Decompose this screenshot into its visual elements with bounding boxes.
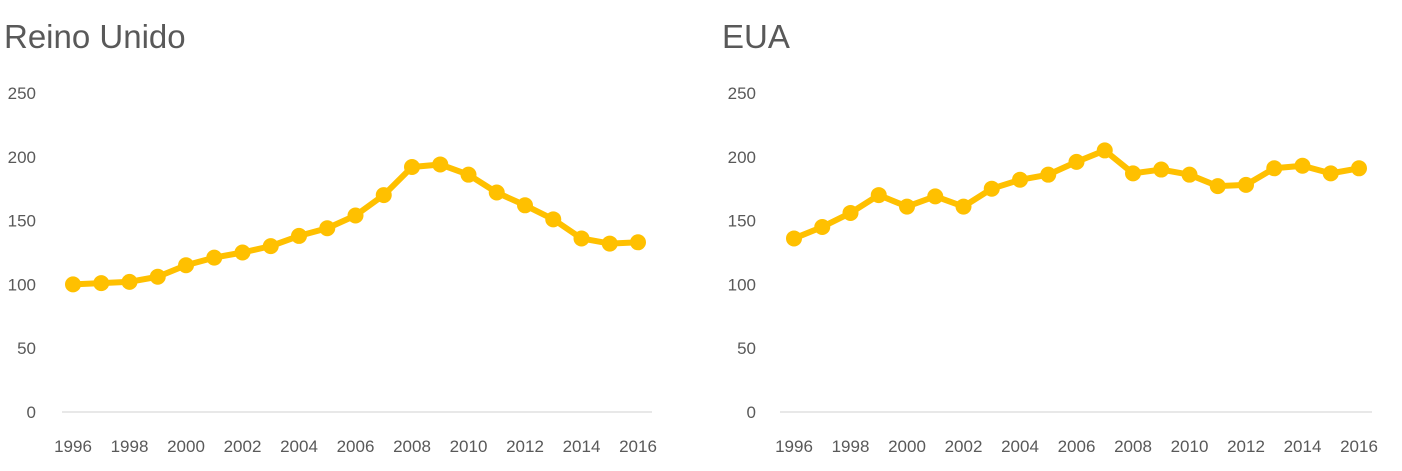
x-tick-label: 2008 (1114, 437, 1152, 456)
data-point (404, 159, 420, 175)
y-tick-label: 250 (7, 84, 36, 103)
x-tick-label: 2006 (336, 437, 375, 456)
data-point (93, 275, 109, 291)
data-point (1295, 158, 1311, 174)
data-point (178, 257, 194, 273)
x-tick-label: 2010 (449, 437, 488, 456)
x-tick-label: 2006 (1057, 437, 1096, 456)
x-tick-label: 2016 (1340, 437, 1378, 456)
y-tick-label: 100 (7, 275, 36, 295)
data-point (432, 156, 448, 172)
y-tick-label: 250 (727, 84, 756, 103)
y-tick-label: 0 (26, 403, 36, 422)
y-tick-label: 0 (746, 403, 756, 422)
chart-panel-reino-unido (0, 0, 680, 471)
data-point (814, 219, 830, 235)
x-tick-label: 2000 (888, 437, 926, 456)
x-tick-label: 2000 (167, 437, 205, 456)
data-point (461, 167, 477, 183)
data-point (871, 187, 887, 203)
x-tick-label: 2002 (223, 437, 262, 456)
chart-plot-eua (700, 0, 1400, 471)
x-tick-label: 2012 (506, 437, 544, 456)
data-point (1351, 160, 1367, 176)
data-point (319, 220, 335, 236)
data-point (956, 199, 972, 215)
data-point (1040, 167, 1056, 183)
x-tick-label: 1996 (54, 437, 92, 456)
x-tick-label: 2004 (1001, 437, 1039, 456)
data-point (65, 276, 81, 292)
data-point (1266, 160, 1282, 176)
x-tick-label: 2016 (619, 437, 657, 456)
x-tick-label: 1998 (110, 437, 149, 456)
data-point (206, 250, 222, 266)
data-point (1153, 162, 1169, 178)
data-point (517, 197, 533, 213)
data-point (1012, 172, 1028, 188)
y-tick-label: 100 (727, 275, 756, 295)
data-point (348, 207, 364, 223)
data-point (899, 199, 915, 215)
data-point (235, 245, 251, 261)
y-tick-label: 150 (7, 211, 36, 231)
data-point (1210, 178, 1226, 194)
data-point (1182, 167, 1198, 183)
data-point (984, 181, 1000, 197)
x-tick-label: 2008 (393, 437, 431, 456)
data-point (376, 187, 392, 203)
data-point (545, 211, 561, 227)
x-tick-label: 2012 (1227, 437, 1265, 456)
y-tick-label: 50 (17, 339, 36, 359)
chart-title: Reino Unido (4, 18, 186, 55)
x-tick-label: 2014 (1283, 437, 1322, 456)
y-tick-label: 200 (727, 147, 756, 167)
data-point (1323, 165, 1339, 181)
x-tick-label: 1998 (831, 437, 870, 456)
data-point (150, 269, 166, 285)
x-tick-label: 2010 (1170, 437, 1209, 456)
y-tick-label: 200 (7, 147, 36, 167)
data-point (122, 274, 138, 290)
data-point (291, 228, 307, 244)
data-point (843, 205, 859, 221)
chart-plot-reino-unido (0, 0, 680, 471)
data-point (1125, 165, 1141, 181)
data-point (574, 230, 590, 246)
chart-title: EUA (722, 18, 790, 55)
y-tick-label: 150 (727, 211, 756, 231)
data-point (927, 188, 943, 204)
data-point (489, 185, 505, 201)
x-tick-label: 2004 (280, 437, 318, 456)
x-tick-label: 1996 (775, 437, 813, 456)
data-point (1097, 142, 1113, 158)
chart-panel-eua (700, 0, 1400, 471)
data-point (630, 234, 646, 250)
data-point (263, 238, 279, 254)
data-point (602, 236, 618, 252)
y-tick-label: 50 (737, 339, 756, 359)
data-point (1069, 154, 1085, 170)
data-point (1238, 177, 1254, 193)
x-tick-label: 2002 (944, 437, 983, 456)
data-point (786, 230, 802, 246)
x-tick-label: 2014 (562, 437, 601, 456)
